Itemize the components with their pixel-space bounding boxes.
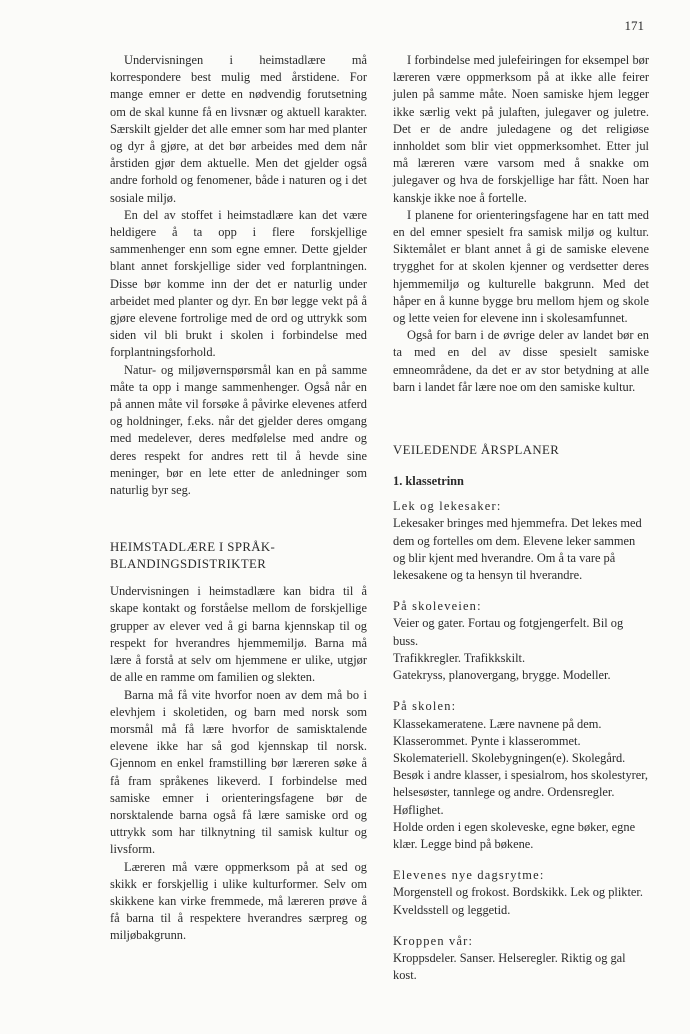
- topic-line: Gatekryss, planovergang, brygge. Modeller.: [393, 668, 611, 683]
- topic-title: Kroppen vår:: [393, 933, 474, 948]
- body-paragraph: Også for barn i de øvrige deler av landet bør en ta med en del av disse spesielt samiske emneområdene, da det er av stor betydning at alle barn i landet får lære noe om den samiske kultur.: [393, 328, 649, 394]
- body-paragraph: I forbindelse med julefeiringen for eksempel bør læreren være oppmerksom på at ikke alle feirer julen på samme måte. Noen samiske hjem legger ikke særlig vekt på julaften, julegaver og juletre. Det er de andre juledagene og det religiøse innholdet som blir viet oppmerksomhet. Etter jul må læreren være varsom med å snakke om julegaver og hva de forskjellige har fått. Noen har kanskje ikke noe å fortelle.: [393, 53, 649, 205]
- topic-skoleveien: [393, 598, 649, 684]
- body-paragraph: Undervisningen i heimstadlære kan bidra til å skape kontakt og forståelse mellom de forskjellige grupper av elever ved å gi barna kjennskap til og respekt for hverandres hjemmemiljø. Barna må lære å forstå at selv om hjemmene er ulike, utgjør de alle en ramme om familien og slekten.: [110, 584, 367, 685]
- topic-skolen: [393, 698, 649, 853]
- topic-line: Besøk i andre klasser, i spesialrom, hos skolestyrer, helsesøster, tannlege og andre. Ordensregler. Høflighet.: [393, 768, 649, 817]
- topic-kroppen: [393, 933, 649, 985]
- topic-line: Klassekameratene. Lære navnene på dem.: [393, 716, 602, 731]
- topic-line: Morgenstell og frokost. Bordskikk. Lek og plikter. Kveldsstell og leggetid.: [393, 885, 643, 917]
- section-heading-arsplaner: VEILEDENDE ÅRSPLANER: [393, 443, 560, 458]
- body-paragraph: En del av stoffet i heimstadlære kan det være heldigere å ta opp i flere forskjellige sammenhenger enn som egne emner. Dette gjelder blant annet forskjellige sider ved forplantningen. Disse bør komme inn der det er naturlig under arbeidet med planter og dyr. En bør legge vekt på å gjøre elevene fortrolige med de ord og uttrykk som siden vil bli brukt i skolen i forbindelse med forplantningsforhold.: [110, 207, 367, 360]
- topic-line: Holde orden i egen skoleveske, egne bøker, egne klær. Legge bind på bøkene.: [393, 819, 636, 851]
- section-heading-line: BLANDINGSDISTRIKTER: [110, 557, 267, 572]
- grade-heading: 1. klassetrinn: [393, 474, 464, 489]
- topic-line: Kroppsdeler. Sanser. Helseregler. Riktig og gal kost.: [393, 950, 626, 983]
- right-column: [393, 52, 649, 998]
- topic-lek: [393, 498, 649, 584]
- topic-line: Klasserommet. Pynte i klasserommet. Skolemateriell. Skolebygningen(e). Skolegård.: [393, 733, 626, 765]
- topic-line: Lekesaker bringes med hjemmefra. Det lekes med dem og fortelles om dem. Elevene leker sammen og blir kjent med hverandre. Om å ta vare på lekesakene og ta hensyn til hverandre.: [393, 516, 642, 583]
- topic-title: På skolen:: [393, 699, 457, 714]
- body-paragraph: I planene for orienteringsfagene har en tatt med en del emner spesielt fra samisk miljø og kultur. Siktemålet er blant annet å gi de samiske elevene trygghet for at skolen kjenner og verdsetter deres hjemmemiljø og kulturelle bakgrunn. Med det håper en å kunne bygge bru mellom hjem og skole og lette veien for elevene inn i skolesamfunnet.: [393, 207, 649, 326]
- topic-line: Veier og gater. Fortau og fotgjengerfelt. Bil og buss.: [393, 616, 624, 648]
- page-number: 171: [624, 18, 644, 33]
- body-paragraph: Undervisningen i heimstadlære må korrespondere best mulig med årstidene. For mange emner er dette en nødvendig forutsetning om de skal kunne få en livsnær og aktuell karakter. Særskilt gjelder det alle emner som har med planter og dyr å gjøre, at det bør arbeides med dem når årstiden gjør dem aktuelle. Men det gjelder også andre forhold og fenomener, både i naturen og i det sosiale miljø.: [110, 53, 367, 205]
- topic-title: Lek og lekesaker:: [393, 499, 502, 514]
- body-paragraph: Læreren må være oppmerksom på at sed og skikk er forskjellig i ulike kulturformer. Selv om skikkene kan virke fremmede, må læreren prøve å få barna til å respektere hverandres særpreg og miljøbakgrunn.: [110, 859, 367, 943]
- topic-title: Elevenes nye dagsrytme:: [393, 868, 545, 883]
- section-heading-line: HEIMSTADLÆRE I SPRÅK-: [110, 540, 276, 555]
- topic-line: Trafikkregler. Trafikkskilt.: [393, 650, 526, 665]
- section-heading-heimstadlaere: [110, 539, 367, 573]
- left-column: [110, 52, 367, 945]
- body-paragraph: Barna må få vite hvorfor noen av dem må bo i elevhjem i skoletiden, og barn med norsk som morsmål må få lære hvorfor de samisktalende elevene ikke har så god kjennskap til norsk. Gjennom en enkel framstilling bør læreren søke å få fram språkenes likeverd. I forbindelse med samiske emner i orienteringsfagene bør de norsktalende barna også få lære samiske ord og uttrykk som har tilknytning til samisk kultur og livsform.: [110, 687, 367, 857]
- topic-dagsrytme: [393, 867, 649, 919]
- body-paragraph: Natur- og miljøvernspørsmål kan en på samme måte ta opp i mange sammenhenger. Også når en på annen måte vil forsøke å påvirke elevenes atferd og holdninger, f.eks. når det gjelder deres omgang med medelever, deres medfølelse med andre og deres respekt for andres rett til å hevde sine meninger, bør en lete etter de anledninger som naturlig byr seg.: [110, 362, 367, 498]
- topic-title: På skoleveien:: [393, 599, 482, 614]
